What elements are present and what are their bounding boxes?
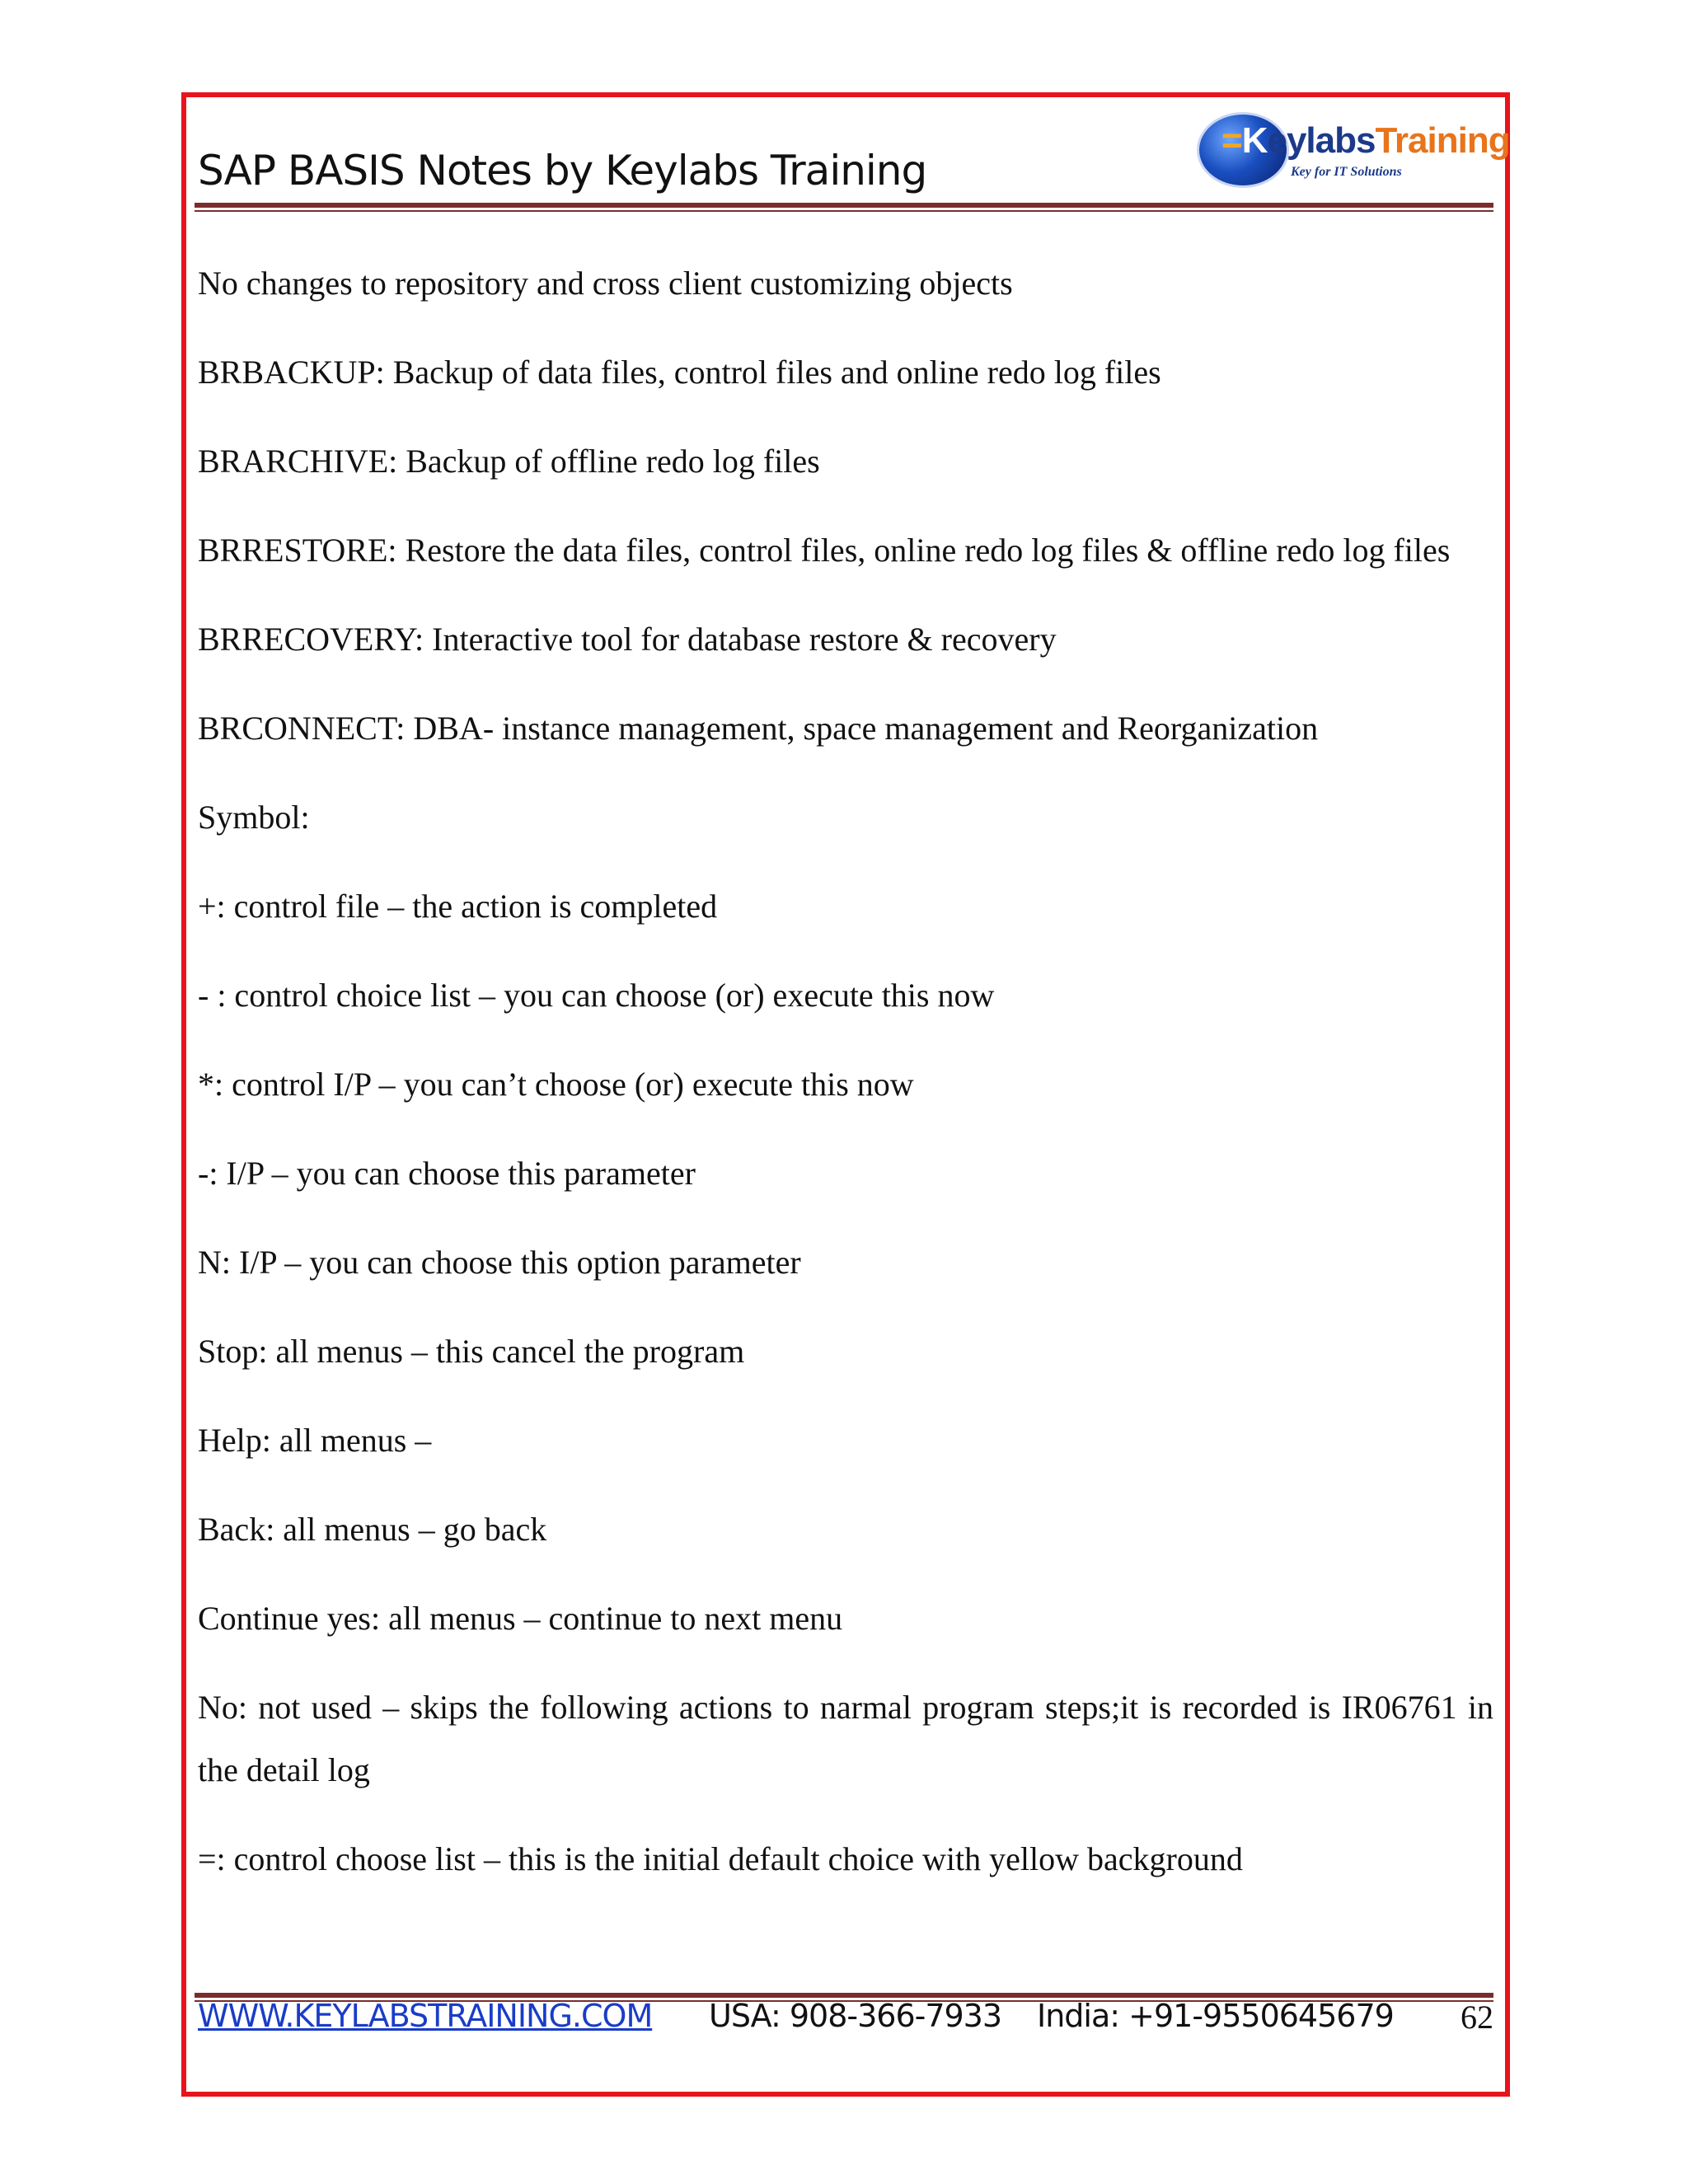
paragraph: Help: all menus – [198,1422,432,1459]
paragraph: =: control choose list – this is the initial default choice with yellow background [198,1840,1243,1877]
paragraph: No: not used – skips the following actions to narmal program steps;it is recorded is IR06761 in the detail log [198,1689,1493,1788]
india-phone: India: +91-9550645679 [1037,1998,1394,2034]
usa-phone: USA: 908-366-7933 [709,1998,1002,2034]
paragraph: BRRESTORE: Restore the data files, control files, online redo log files & offline redo log files [198,532,1451,569]
paragraph: +: control file – the action is completed [198,888,718,925]
page-footer [198,1991,1493,2057]
page-number: 62 [1461,1999,1493,2036]
paragraph: Continue yes: all menus – continue to next menu [198,1600,843,1637]
paragraph: Stop: all menus – this cancel the program [198,1333,745,1370]
paragraph: Symbol: [198,799,310,836]
paragraph: BRCONNECT: DBA- instance management, space management and Reorganization [198,710,1319,747]
paragraph: Back: all menus – go back [198,1511,547,1548]
header-divider-thin [195,210,1493,212]
paragraph: BRRECOVERY: Interactive tool for database restore & recovery [198,621,1057,658]
paragraph: N: I/P – you can choose this option parameter [198,1244,801,1281]
paragraph: *: control I/P – you can’t choose (or) execute this now [198,1066,914,1103]
paragraph: BRBACKUP: Backup of data files, control files and online redo log files [198,354,1161,391]
paragraph: -: I/P – you can choose this parameter [198,1155,696,1192]
logo-wordmark: =KeylabsTraining [1221,120,1510,161]
notes-body [198,252,1493,1917]
paragraph: - : control choice list – you can choose (or) execute this now [198,977,995,1014]
document-title: SAP BASIS Notes by Keylabs Training [198,147,927,194]
paragraph: BRARCHIVE: Backup of offline redo log files [198,443,820,480]
keylabs-logo [1197,109,1510,191]
logo-tagline: Key for IT Solutions [1291,165,1402,179]
paragraph: No changes to repository and cross client customizing objects [198,265,1013,302]
website-link[interactable]: WWW.KEYLABSTRAINING.COM [198,1998,653,2034]
header-divider [195,203,1493,208]
